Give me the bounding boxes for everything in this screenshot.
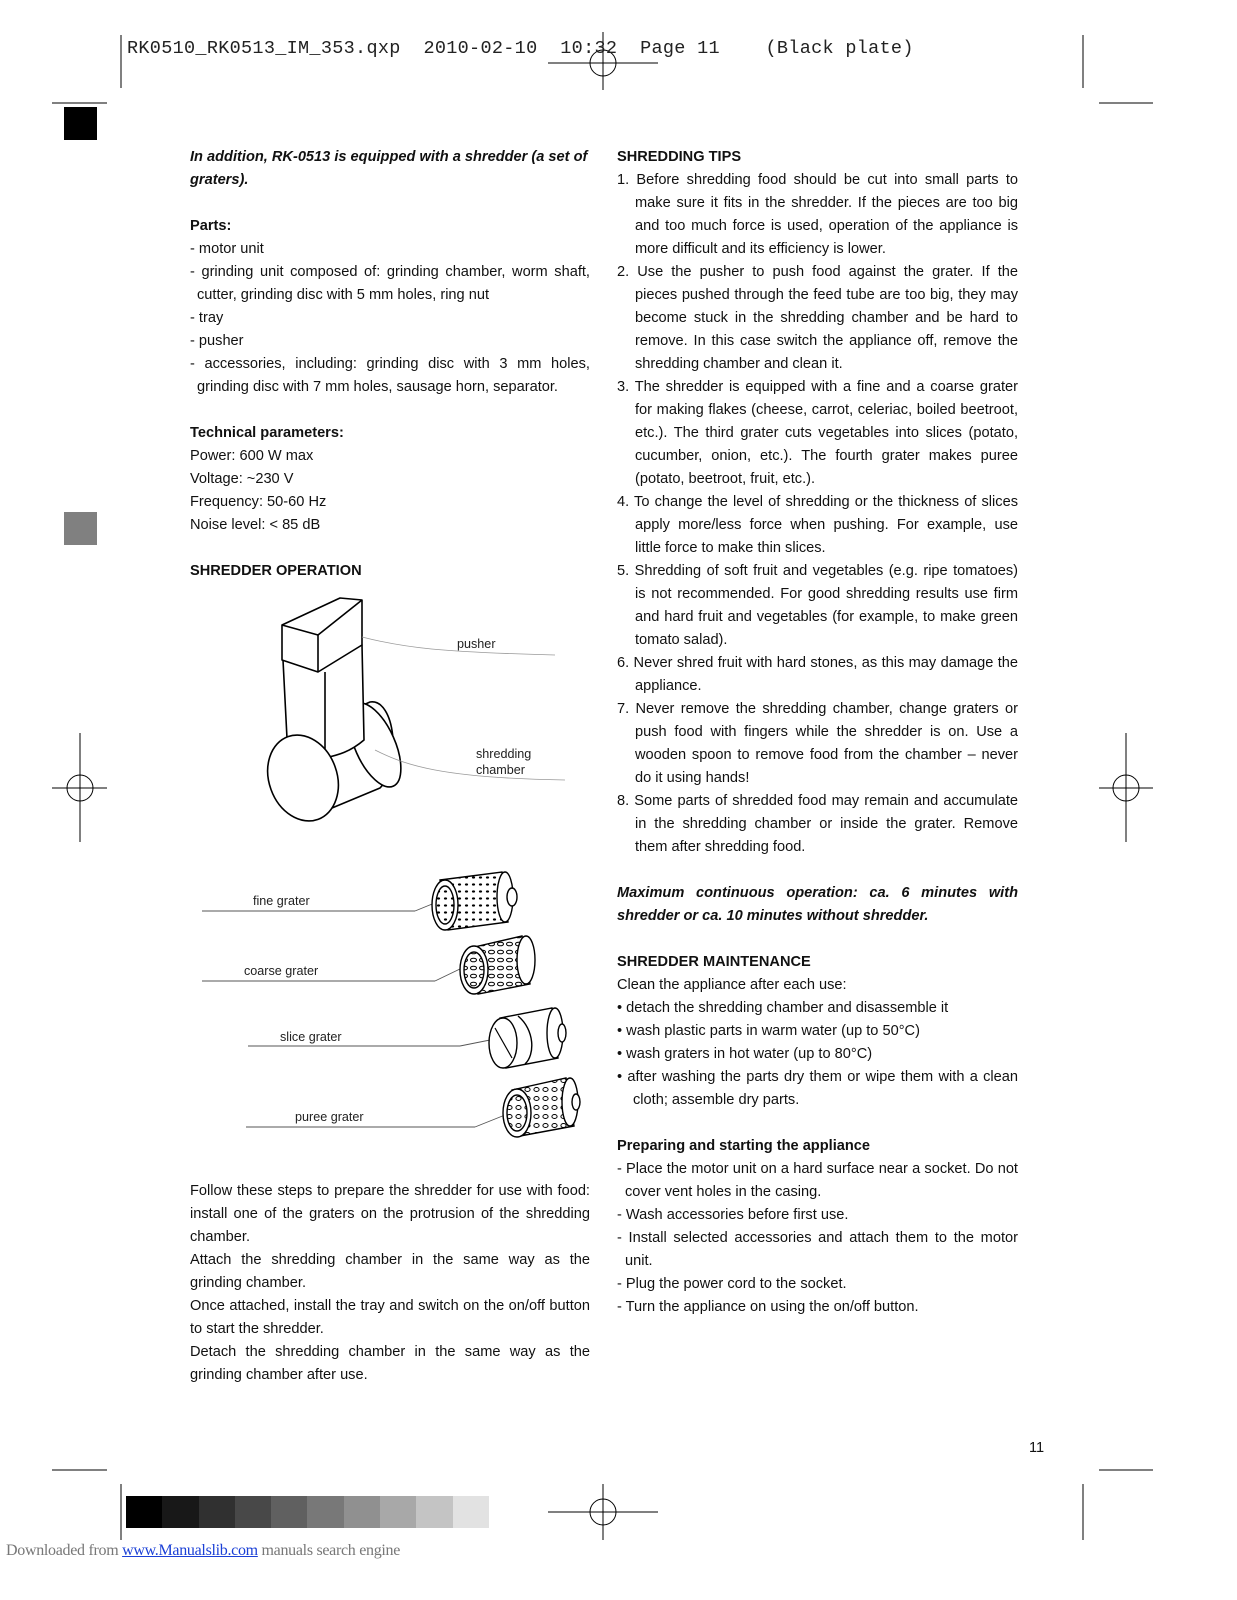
prep-item: - Turn the appliance on using the on/off button. bbox=[617, 1299, 919, 1315]
gray-swatch bbox=[380, 1496, 416, 1528]
maintenance-intro: Clean the appliance after each use: bbox=[617, 977, 847, 993]
max-operation-note: Maximum continuous operation: ca. 6 minutes with shredder or ca. 10 minutes without shredder. bbox=[617, 885, 1018, 924]
shredder-diagram bbox=[190, 590, 590, 840]
manualslib-link[interactable]: www.Manualslib.com bbox=[122, 1542, 258, 1559]
gray-swatch bbox=[271, 1496, 307, 1528]
maintenance-item: • after washing the parts dry them or wipe them with a clean cloth; assemble dry parts. bbox=[617, 1069, 1018, 1108]
list-item: - pusher bbox=[190, 333, 244, 349]
gray-swatch bbox=[162, 1496, 198, 1528]
parts-heading: Parts: bbox=[190, 218, 232, 234]
gray-tab-marker bbox=[64, 512, 97, 545]
tech-param: Frequency: 50-60 Hz bbox=[190, 494, 327, 510]
maintenance-heading: SHREDDER MAINTENANCE bbox=[617, 954, 811, 970]
tip-item: 2. Use the pusher to push food against the grater. If the pieces pushed through the feed tube are too big, they may become stuck in the shredding chamber and be hard to remove. In this case switch the appliance off, remove the shredding chamber and clean it. bbox=[617, 264, 1018, 372]
prep-item: - Install selected accessories and attach them to the motor unit. bbox=[617, 1230, 1018, 1269]
right-column bbox=[617, 146, 1018, 1319]
list-item: - accessories, including: grinding disc with 3 mm holes, grinding disc with 7 mm holes, sausage horn, separator. bbox=[190, 356, 590, 395]
gray-swatch bbox=[344, 1496, 380, 1528]
maintenance-item: • wash plastic parts in warm water (up to 50°C) bbox=[617, 1023, 920, 1039]
step-text: Once attached, install the tray and switch on the on/off button to start the shredder. bbox=[190, 1298, 590, 1337]
graters-diagram bbox=[190, 860, 590, 1180]
maintenance-item: • wash graters in hot water (up to 80°C) bbox=[617, 1046, 873, 1062]
tip-item: 6. Never shred fruit with hard stones, as this may damage the appliance. bbox=[617, 655, 1018, 694]
tip-item: 5. Shredding of soft fruit and vegetables (e.g. ripe tomatoes) is not recommended. For good shredding results use firm and hard fruit and vegetables (for example, to make green tomato salad). bbox=[617, 563, 1018, 648]
tech-heading: Technical parameters: bbox=[190, 425, 344, 441]
slug-line: RK0510_RK0513_IM_353.qxp 2010-02-10 10:32 Page 11 (Black plate) bbox=[127, 38, 914, 59]
tech-param: Voltage: ~230 V bbox=[190, 471, 294, 487]
label-slice-grater: slice grater bbox=[280, 1030, 342, 1044]
tip-item: 4. To change the level of shredding or the thickness of slices apply more/less force when pushing. For example, use little force to make thin slices. bbox=[617, 494, 1018, 556]
page-number: 11 bbox=[1029, 1440, 1045, 1456]
prep-item: - Plug the power cord to the socket. bbox=[617, 1276, 847, 1292]
label-puree-grater: puree grater bbox=[295, 1110, 364, 1124]
label-pusher: pusher bbox=[457, 637, 496, 651]
steps-block bbox=[190, 1180, 590, 1387]
tip-item: 1. Before shredding food should be cut into small parts to make sure it fits in the shredder. If the pieces are too big and too much force is used, operation of the appliance is more difficult and its efficiency is lower. bbox=[617, 172, 1018, 257]
tip-item: 7. Never remove the shredding chamber, change graters or push food with fingers while the shredder is on. Use a wooden spoon to remove food from the chamber – never do it using hands! bbox=[617, 701, 1018, 786]
footer-prefix: Downloaded from bbox=[6, 1542, 123, 1559]
step-text: Attach the shredding chamber in the same way as the grinding chamber. bbox=[190, 1252, 590, 1291]
prep-item: - Wash accessories before first use. bbox=[617, 1207, 849, 1223]
shredder-operation-heading: SHREDDER OPERATION bbox=[190, 563, 362, 579]
grayscale-strip bbox=[126, 1496, 489, 1528]
footer-suffix: manuals search engine bbox=[257, 1542, 401, 1559]
tech-param: Noise level: < 85 dB bbox=[190, 517, 321, 533]
gray-swatch bbox=[416, 1496, 452, 1528]
gray-swatch bbox=[453, 1496, 489, 1528]
intro-text: In addition, RK-0513 is equipped with a shredder (a set of graters). bbox=[190, 149, 588, 188]
label-coarse-grater: coarse grater bbox=[244, 964, 319, 978]
tip-item: 3. The shredder is equipped with a fine and a coarse grater for making flakes (cheese, carrot, celeriac, boiled beetroot, etc.). The third grater cuts vegetables into slices (potato, cucumber, onion, etc.). The fourth grater makes puree (potato, beetroot, fruit, etc.). bbox=[617, 379, 1018, 487]
list-item: - tray bbox=[190, 310, 224, 326]
list-item: - motor unit bbox=[190, 241, 264, 257]
shredding-tips-heading: SHREDDING TIPS bbox=[617, 149, 742, 165]
tech-param: Power: 600 W max bbox=[190, 448, 314, 464]
step-text: Follow these steps to prepare the shredder for use with food: install one of the graters on the protrusion of the shredding chamber. bbox=[190, 1183, 590, 1245]
label-fine-grater: fine grater bbox=[253, 894, 310, 908]
label-shredding-chamber: chamber bbox=[476, 763, 525, 777]
label-shredding-chamber: shredding bbox=[476, 747, 532, 761]
tip-item: 8. Some parts of shredded food may remain and accumulate in the shredding chamber or inside the grater. Remove them after shredding food. bbox=[617, 793, 1018, 855]
left-column bbox=[190, 146, 590, 583]
step-text: Detach the shredding chamber in the same way as the grinding chamber after use. bbox=[190, 1344, 590, 1383]
gray-swatch bbox=[307, 1496, 343, 1528]
maintenance-item: • detach the shredding chamber and disassemble it bbox=[617, 1000, 949, 1016]
footer-attribution bbox=[6, 1542, 400, 1560]
prep-heading: Preparing and starting the appliance bbox=[617, 1138, 871, 1154]
gray-swatch bbox=[126, 1496, 162, 1528]
gray-swatch bbox=[235, 1496, 271, 1528]
prep-item: - Place the motor unit on a hard surface near a socket. Do not cover vent holes in the casing. bbox=[617, 1161, 1018, 1200]
black-tab-marker bbox=[64, 107, 97, 140]
list-item: - grinding unit composed of: grinding chamber, worm shaft, cutter, grinding disc with 5 mm holes, ring nut bbox=[190, 264, 590, 303]
gray-swatch bbox=[199, 1496, 235, 1528]
